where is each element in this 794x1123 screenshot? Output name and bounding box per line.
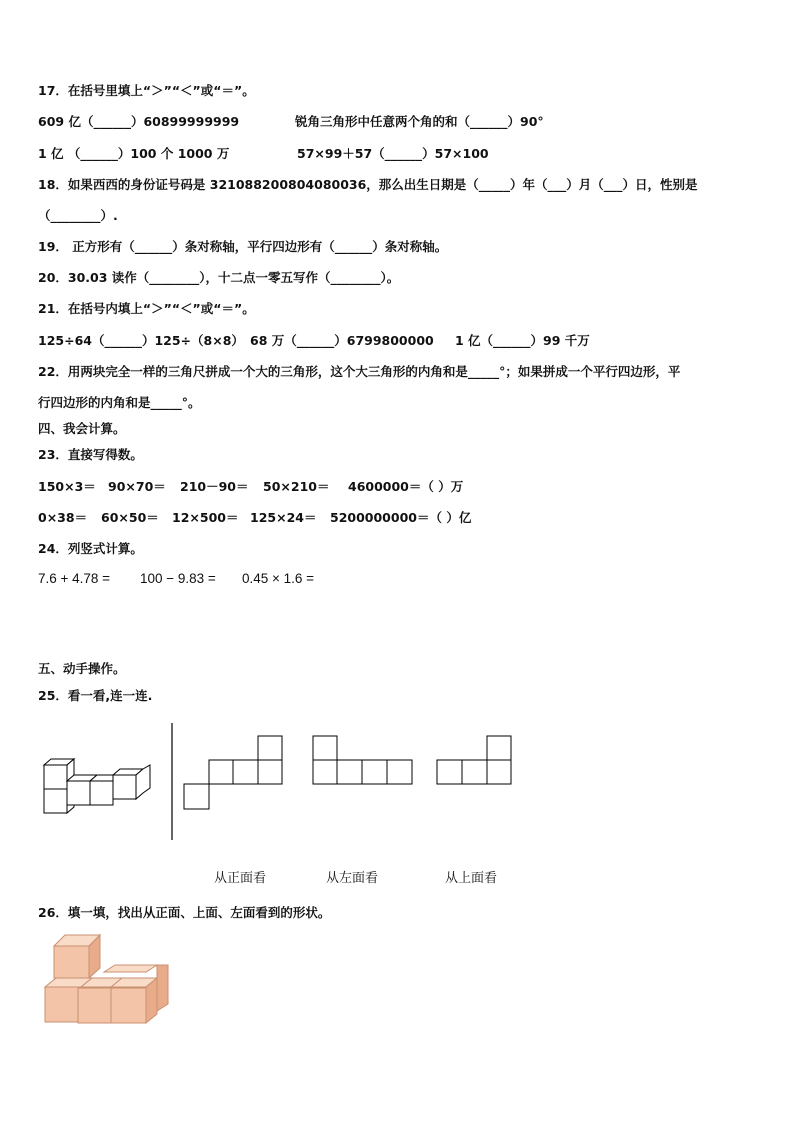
cube-front-face xyxy=(78,988,113,1023)
q25-solid-figure xyxy=(44,759,150,813)
q24-item-1: 7.6 + 4.78 = xyxy=(38,571,111,586)
view-shape-2 xyxy=(313,736,412,784)
q23-title: 23．直接写得数。 xyxy=(38,447,143,462)
square xyxy=(387,760,412,784)
cube-front-face xyxy=(45,987,80,1022)
q23-r2-c3: 12×500＝ xyxy=(172,510,239,525)
q20: 20．30.03 读作（________），十二点一零五写作（________）。 xyxy=(38,270,400,285)
q21-item-b: 68 万（______）6799800000 xyxy=(250,333,434,348)
q17-item-c: 1 亿 （______）100 个 1000 万 xyxy=(38,146,230,161)
square xyxy=(258,736,282,760)
q22-line1: 22．用两块完全一样的三角尺拼成一个大的三角形，这个大三角形的内角和是_____°；如果拼成一个平行四边形，平 xyxy=(38,364,681,379)
q17-item-d: 57×99＋57（______）57×100 xyxy=(297,146,489,161)
q23-r2-c2: 60×50＝ xyxy=(101,510,159,525)
cube-front-face xyxy=(54,946,89,978)
q23-r1-c3: 210－90＝ xyxy=(180,479,249,494)
square xyxy=(487,736,511,760)
q19: 19． 正方形有（______）条对称轴，平行四边形有（______）条对称轴。 xyxy=(38,239,448,254)
cube-front-face xyxy=(90,781,113,805)
cube-front-face xyxy=(113,775,136,799)
cube-front-face xyxy=(44,765,67,789)
q24-title: 24．列竖式计算。 xyxy=(38,541,143,556)
q17-title: 17．在括号里填上“＞”“＜”或“＝”。 xyxy=(38,83,255,98)
q25-title: 25．看一看,连一连. xyxy=(38,688,153,703)
section-4-heading: 四、我会计算。 xyxy=(38,421,126,436)
q18-line1: 18．如果西西的身份证号码是 321088200804080036，那么出生日期是（_____）年（___）月（___）日，性别是 xyxy=(38,177,698,192)
q23-r1-c2: 90×70＝ xyxy=(108,479,166,494)
q21-item-c: 1 亿（______）99 千万 xyxy=(455,333,590,348)
caption-left-view: 从左面看 xyxy=(326,871,379,886)
q23-r1-c5: 4600000＝（ ）万 xyxy=(348,479,464,494)
caption-top-view: 从上面看 xyxy=(445,871,498,886)
square xyxy=(487,760,511,784)
q23-r2-c4: 125×24＝ xyxy=(250,510,317,525)
square xyxy=(233,760,258,784)
q21-title: 21．在括号内填上“＞”“＜”或“＝”。 xyxy=(38,301,255,316)
square xyxy=(462,760,487,784)
square xyxy=(437,760,462,784)
cube-side-face xyxy=(157,965,168,1011)
caption-front-view: 从正面看 xyxy=(214,871,267,886)
q24-item-3: 0.45 × 1.6 = xyxy=(242,571,315,586)
square xyxy=(362,760,387,784)
q26-title: 26．填一填，找出从正面、上面、左面看到的形状。 xyxy=(38,905,331,920)
q22-line2: 行四边形的内角和是_____°。 xyxy=(38,395,201,410)
q23-r1-c4: 50×210＝ xyxy=(263,479,330,494)
square xyxy=(313,736,337,760)
square xyxy=(209,760,233,784)
cube-front-face xyxy=(67,781,90,805)
section-5-heading: 五、动手操作。 xyxy=(38,661,126,676)
view-shape-3 xyxy=(437,736,511,784)
q26-cube-stack xyxy=(45,935,168,1023)
square xyxy=(184,784,209,809)
square xyxy=(337,760,362,784)
q21-item-a: 125÷64（______）125÷（8×8） xyxy=(38,333,244,348)
q24-item-2: 100 − 9.83 = xyxy=(140,571,216,586)
cube-top-face xyxy=(104,965,157,972)
square xyxy=(313,760,337,784)
q23-r2-c5: 5200000000＝（ ）亿 xyxy=(330,510,472,525)
square xyxy=(258,760,282,784)
q17-item-a: 609 亿（______）60899999999 xyxy=(38,114,240,129)
cube-front-face xyxy=(44,789,67,813)
view-shape-1 xyxy=(184,736,282,809)
q23-r2-c1: 0×38＝ xyxy=(38,510,88,525)
cube-front-face xyxy=(111,988,146,1023)
q17-item-b: 锐角三角形中任意两个角的和（______）90° xyxy=(295,114,544,129)
q18-line2: （________）. xyxy=(38,208,118,223)
q23-r1-c1: 150×3＝ xyxy=(38,479,96,494)
